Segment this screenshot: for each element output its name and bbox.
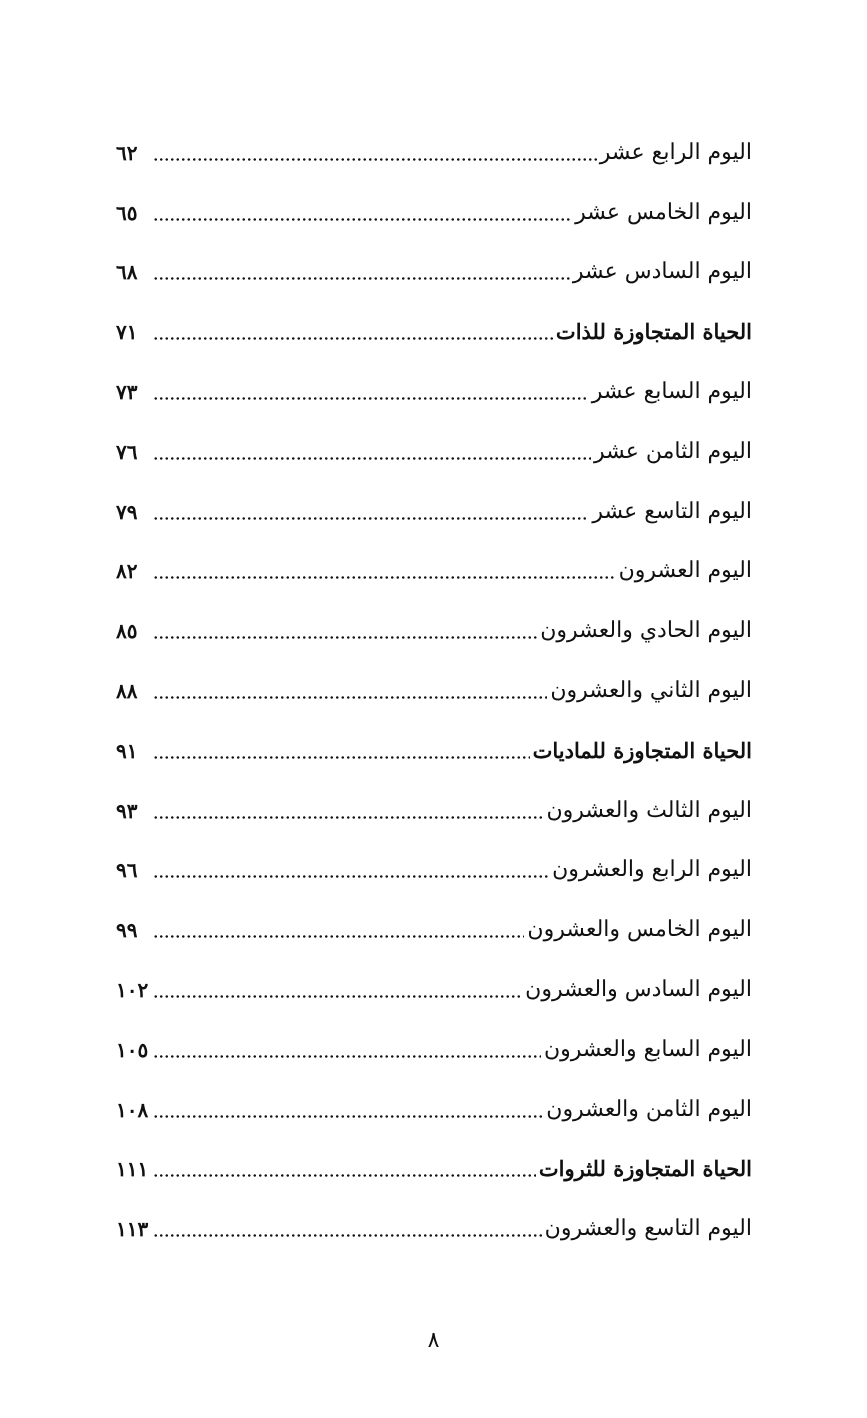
toc-entry-page: ١٠٨ [116,1097,149,1122]
toc-entry-page: ٨٨ [116,678,138,703]
toc-entry-page: ٩٩ [116,918,138,943]
dot-leader [153,1055,541,1058]
toc-entry [116,116,752,176]
toc-entry-page: ٩٦ [116,858,138,883]
toc-entry [116,594,752,654]
toc-entry-title: اليوم التاسع والعشرون [544,1216,752,1242]
toc-section-title: الحياة المتجاوزة للذات [555,319,752,345]
toc-entry [116,415,752,475]
dot-leader [153,337,553,340]
dot-leader [153,1174,536,1177]
toc-entry-page: ٧٩ [116,499,138,524]
toc-entry-title: اليوم السادس والعشرون [525,976,752,1002]
toc-entry [116,535,752,595]
toc-section-heading [116,295,752,355]
dot-leader [153,636,537,639]
toc-entry-page: ٦٢ [116,140,138,165]
toc-entry-page: ٨٥ [116,619,138,644]
toc-entry-page: ٦٨ [116,260,138,285]
dot-leader [153,875,549,878]
toc-entry [116,1013,752,1073]
toc-entry-title: اليوم الحادي والعشرون [540,618,752,644]
dot-leader [153,756,530,759]
toc-entry-page: ١٠٥ [116,1037,149,1062]
dot-leader [153,935,524,938]
toc-entry-title: اليوم الخامس عشر [575,199,752,225]
toc-entry-page: ٨٢ [116,559,138,584]
dot-leader [153,1115,543,1118]
toc-entry-title: اليوم الثامن والعشرون [546,1096,752,1122]
dot-leader [153,397,589,400]
toc-entry [116,475,752,535]
dot-leader [153,158,597,161]
toc-entry [116,176,752,236]
toc-entry [116,355,752,415]
toc-entry-title: اليوم الرابع عشر [599,139,752,165]
toc-entry [116,1073,752,1133]
dot-leader [153,457,591,460]
toc-entry-title: اليوم الخامس والعشرون [527,917,752,943]
toc-entry [116,774,752,834]
toc-entry-title: اليوم العشرون [618,558,752,584]
dot-leader [153,517,589,520]
toc-entry-title: اليوم التاسع عشر [592,498,752,524]
toc-entry-page: ٧٦ [116,439,138,464]
dot-leader [153,995,522,998]
toc-section-title: الحياة المتجاوزة للثروات [538,1156,752,1182]
toc-entry-title: اليوم السابع عشر [591,378,752,404]
toc-entry-page: ٩١ [116,738,138,763]
toc-entry-page: ١١١ [116,1157,149,1182]
toc-entry [116,893,752,953]
toc-entry-title: اليوم الرابع والعشرون [552,857,752,883]
dot-leader [153,277,570,280]
page-number: ٨ [427,1328,440,1353]
toc-entry [116,834,752,894]
toc-entry-page: ٩٣ [116,798,138,823]
toc-entry-page: ٧٣ [116,379,138,404]
toc-entry-page: ٧١ [116,320,138,345]
toc-entry-title: اليوم الثالث والعشرون [546,797,752,823]
toc-entry [116,1192,752,1252]
dot-leader [153,576,616,579]
toc-entry-title: اليوم السابع والعشرون [543,1036,752,1062]
toc-entry-page: ١٠٢ [116,977,149,1002]
toc-section-heading [116,1133,752,1193]
toc-entry-title: اليوم الثاني والعشرون [550,677,752,703]
toc-entry-title: اليوم السادس عشر [572,259,752,285]
toc-entry [116,236,752,296]
dot-leader [153,1234,542,1237]
toc-entry [116,953,752,1013]
toc-section-heading [116,714,752,774]
toc-entry [116,654,752,714]
table-of-contents [116,116,752,1252]
dot-leader [153,696,547,699]
dot-leader [153,816,544,819]
toc-section-title: الحياة المتجاوزة للماديات [532,737,752,763]
dot-leader [153,218,572,221]
toc-entry-page: ٦٥ [116,200,138,225]
toc-entry-page: ١١٣ [116,1217,149,1242]
toc-entry-title: اليوم الثامن عشر [593,438,752,464]
